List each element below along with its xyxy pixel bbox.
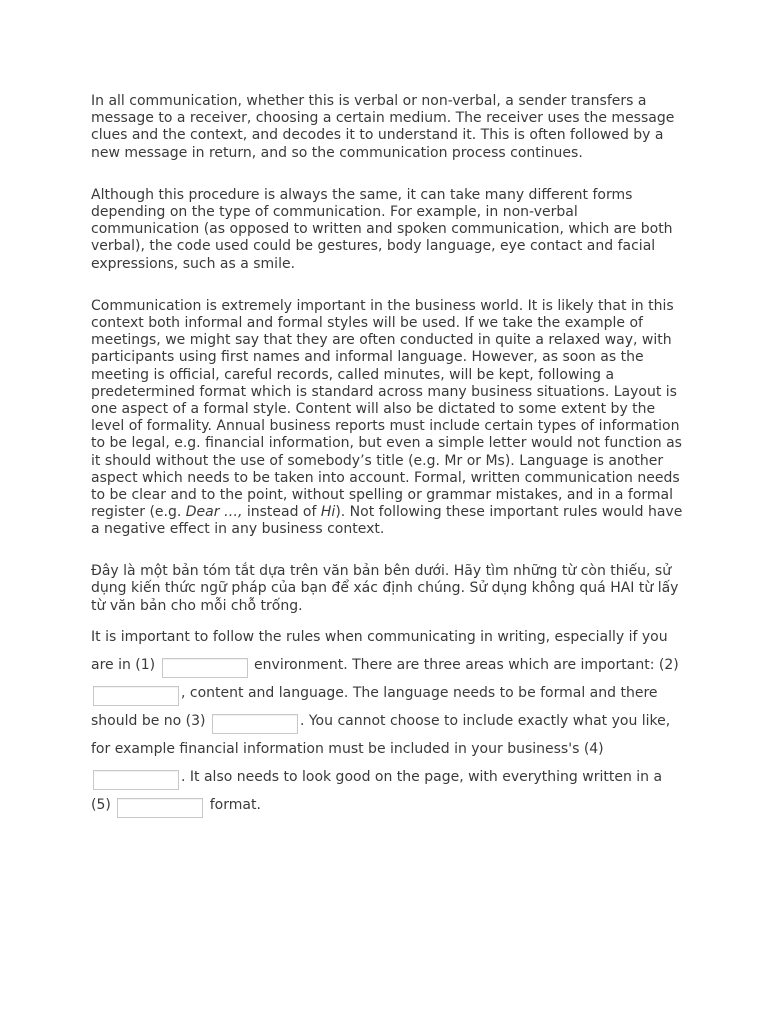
gap-input-2[interactable]	[93, 686, 179, 706]
exercise-instructions: Đây là một bản tóm tắt dựa trên văn bản bên dưới. Hãy tìm những từ còn thiếu, sử dụng kiến thức ngữ pháp của bạn để xác định chúng. Sử dụng không quá HAI từ lấy từ văn bản cho mỗi chỗ trống.	[91, 562, 679, 614]
paragraph-3-italic-dear: Dear …,	[185, 504, 243, 521]
paragraph-3-text-c: ). Not following these important rules would have a negative effect in any business context.	[91, 504, 683, 538]
document-page	[91, 93, 683, 819]
exercise-text-2: , content and language. The language needs to be formal and there should be no (3)	[91, 685, 658, 730]
exercise-text-0: It is important to follow the rules when communicating in writing, especially if you are in (1)	[91, 629, 668, 674]
exercise-text-3: . You cannot choose to include exactly what you like, for example financial information must be included in your business's (4)	[91, 713, 671, 758]
exercise-text-4: . It also needs to look good on the page, with everything written in a (5)	[91, 769, 663, 814]
exercise-text-1: environment. There are three areas which are important: (2)	[249, 657, 679, 674]
paragraph-3-italic-hi: Hi	[320, 504, 336, 521]
gap-input-3[interactable]	[212, 714, 298, 734]
gap-input-5[interactable]	[117, 798, 203, 818]
passage-paragraph-1: In all communication, whether this is verbal or non-verbal, a sender transfers a message to a receiver, choosing a certain medium. The receiver uses the message clues and the context, and decodes it to understand it. This is often followed by a new message in return, and so the communication process continues.	[91, 93, 675, 161]
gap-input-4[interactable]	[93, 770, 179, 790]
passage-paragraph-2: Although this procedure is always the same, it can take many different forms depending on the type of communication. For example, in non-verbal communication (as opposed to written and spoken communication, which are both verbal), the code used could be gestures, body language, eye contact and facial expressions, such as a smile.	[91, 186, 673, 272]
passage-paragraph-3	[91, 298, 683, 539]
exercise-text-5: format.	[205, 797, 261, 814]
paragraph-3-text-a: Communication is extremely important in the business world. It is likely that in this context both informal and formal styles will be used. If we take the example of meetings, we might say that they are often conducted in quite a relaxed way, with participants using first names and informal language. However, as soon as the meeting is official, careful records, called minutes, will be kept, following a predetermined format which is standard across many business situations. Layout is one aspect of a formal style. Content will also be dictated to some extent by the level of formality. Annual business reports must include certain types of information to be legal, e.g. financial information, but even a simple letter would not function as it should without the use of somebody’s title (e.g. Mr or Ms). Language is another aspect which needs to be taken into account. Formal, written communication needs to be clear and to the point, without spelling or grammar mistakes, and in a formal register (e.g.	[91, 297, 682, 521]
paragraph-3-text-b: instead of	[242, 504, 321, 521]
gap-fill-exercise	[91, 623, 683, 819]
gap-input-1[interactable]	[162, 658, 248, 678]
